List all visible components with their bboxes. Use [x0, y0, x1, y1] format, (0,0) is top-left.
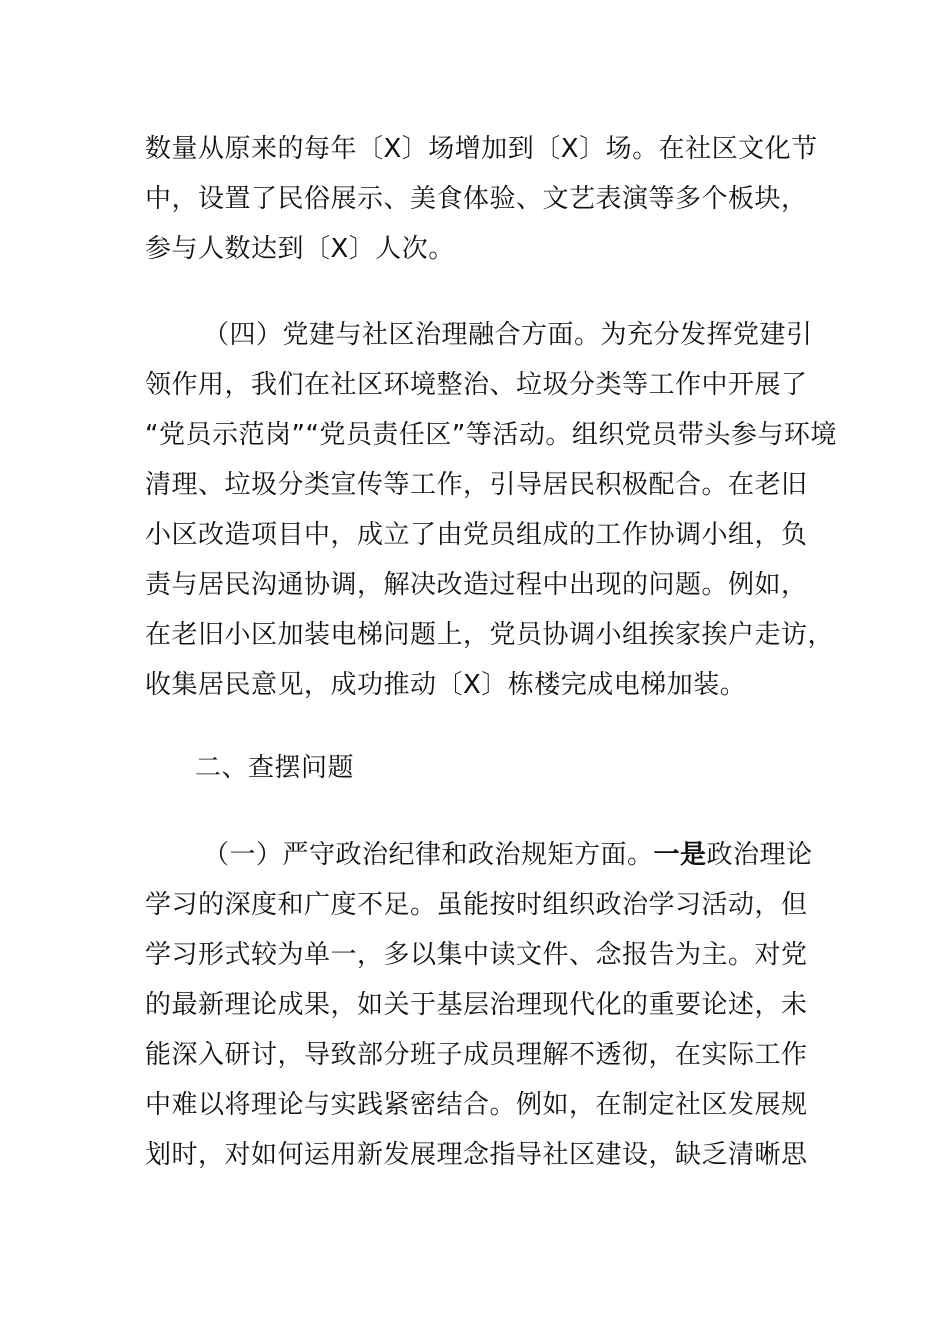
text-line: 小区改造项目中，成立了由党员组成的工作协调小组，负 — [145, 520, 808, 550]
text-line: 领作用，我们在社区环境整治、垃圾分类等工作中开展了 — [145, 370, 808, 400]
text-line: 划时，对如何运用新发展理念指导社区建设，缺乏清晰思 — [145, 1140, 808, 1170]
text-line: 学习的深度和广度不足。虽能按时组织政治学习活动，但 — [145, 890, 808, 920]
text-prefix: （一）严守政治纪律和政治规矩方面。 — [203, 840, 654, 870]
text-line: 中难以将理论与实践紧密结合。例如，在制定社区发展规 — [145, 1090, 808, 1120]
text-line: （四）党建与社区治理融合方面。为充分发挥党建引 — [203, 320, 813, 350]
text-line: 学习形式较为单一，多以集中读文件、念报告为主。对党 — [145, 940, 808, 970]
text-line: 中，设置了民俗展示、美食体验、文艺表演等多个板块， — [145, 184, 808, 214]
text-line — [145, 830, 825, 880]
text-line: “党员示范岗”“党员责任区”等活动。组织党员带头参与环境 — [145, 420, 837, 450]
text-line: 数量从原来的每年〔X〕场增加到〔X〕场。在社区文化节 — [145, 134, 818, 164]
paragraph-culture-festival — [145, 124, 825, 274]
text-suffix: 政治理论 — [706, 840, 813, 870]
text-line: 清理、垃圾分类宣传等工作，引导居民积极配合。在老旧 — [145, 470, 808, 500]
paragraph-political-discipline — [145, 830, 825, 1180]
paragraph-party-building-governance — [145, 310, 837, 710]
text-line: 的最新理论成果，如关于基层治理现代化的重要论述，未 — [145, 990, 808, 1020]
text-line: 能深入研讨，导致部分班子成员理解不透彻，在实际工作 — [145, 1040, 808, 1070]
section-heading: 二、查摆问题 — [195, 753, 355, 783]
text-line: 在老旧小区加装电梯问题上，党员协调小组挨家挨户走访， — [145, 620, 835, 650]
text-line: 责与居民沟通协调，解决改造过程中出现的问题。例如， — [145, 570, 808, 600]
text-line: 收集居民意见，成功推动〔X〕栋楼完成电梯加装。 — [145, 670, 747, 700]
section-heading-block — [145, 743, 825, 793]
emphasis-text: 一是 — [653, 840, 707, 870]
text-line: 参与人数达到〔X〕人次。 — [145, 234, 455, 264]
